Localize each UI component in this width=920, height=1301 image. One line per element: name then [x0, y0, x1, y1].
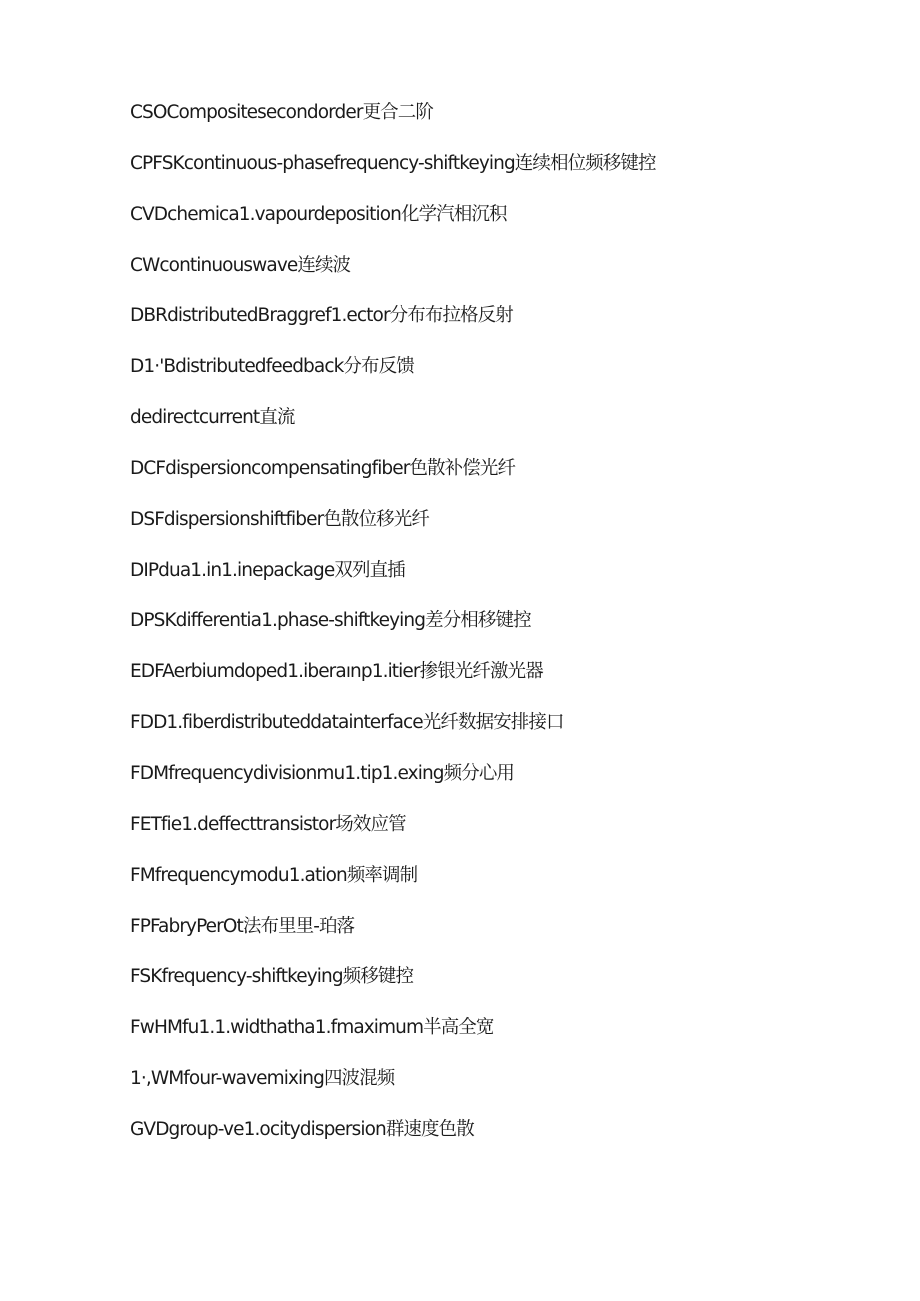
glossary-entry: dedirectcurrent直流	[130, 407, 295, 429]
glossary-entry: EDFAerbiumdoped1.iberaınp1.itier掺银光纤激光器	[130, 661, 543, 683]
glossary-entry: CSOCompositesecondorder更合二阶	[130, 102, 433, 123]
glossary-entry: CWcontinuouswave连续波	[130, 254, 351, 276]
glossary-entry: FDD1.fiberdistributeddatainterface光纤数据安排接口	[130, 712, 564, 734]
glossary-entry: CPFSKcontinuous-phasefrequency-shiftkeying连续相位频移键控	[130, 152, 656, 174]
glossary-entry: FSKfrequency-shiftkeying频移键控	[130, 966, 414, 988]
glossary-entry: DSFdispersionshiftfiber色散位移光纤	[130, 508, 429, 530]
glossary-entry: FwHMfu1.1.widthatha1.fmaximum半高全宽	[130, 1017, 494, 1039]
glossary-entry: DCFdispersioncompensatingfiber色散补偿光纤	[130, 457, 516, 479]
glossary-entry: DBRdistributedBraggref1.ector分布布拉格反射	[130, 305, 513, 327]
glossary-entry: CVDchemica1.vapourdeposition化学汽相沉积	[130, 203, 507, 225]
glossary-list	[130, 99, 870, 1167]
glossary-entry: DPSKdifferentia1.phase-shiftkeying差分相移键控	[130, 610, 531, 632]
glossary-entry: FDMfrequencydivisionmu1.tip1.exing频分心用	[130, 762, 515, 784]
glossary-entry: 1·,WMfour-wavemixing四波混频	[130, 1068, 395, 1090]
glossary-entry: FPFabryPerOt法布里里-珀落	[130, 915, 355, 937]
glossary-entry: FETfie1.deffecttransistor场效应管	[130, 813, 406, 835]
glossary-entry: GVDgroup-ve1.ocitydispersion群速度色散	[130, 1118, 474, 1140]
glossary-entry: DIPdua1.in1.inepackage双列直插	[130, 559, 405, 581]
glossary-entry: FMfrequencymodu1.ation频率调制	[130, 864, 418, 886]
glossary-entry: D1·'Bdistributedfeedback分布反馈	[130, 356, 414, 378]
